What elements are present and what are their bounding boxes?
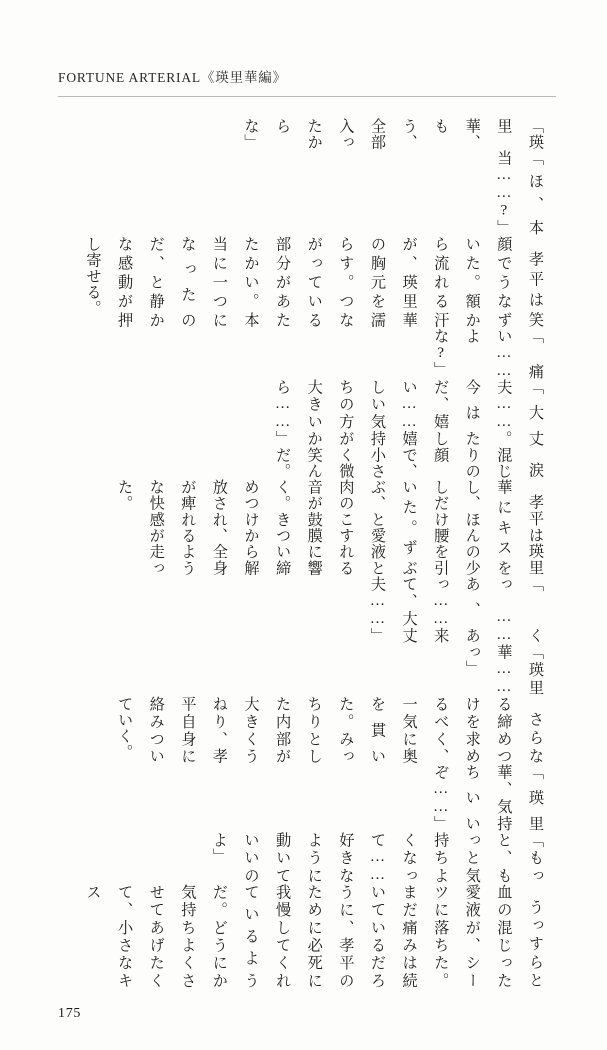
header-rule	[58, 96, 556, 97]
vertical-body-text	[51, 118, 551, 988]
paragraph: 「瑛里華……っ」	[463, 643, 544, 696]
paragraph: 「もっと、もっと気持ちよくなって……好きなように動いていいのよ」	[210, 831, 544, 884]
paragraph: 涙混じりの顔で、小さく微笑んだ。	[274, 447, 544, 480]
paragraph: 「瑛里華、気持ちいいぞ……」	[432, 764, 544, 832]
paragraph: 「瑛里華、もう、全部入ったからな」	[242, 118, 544, 151]
paragraph: 孝平は瑛里華にキスをし、ほんの少しだけ腰を引いた。ずぶぶ、と愛液と肉のこすれる音が鼓膜に響く。きつい締めつけから解放され、全身が痺れるような快感が走った。	[116, 479, 544, 577]
paragraph: 孝平は笑顔でうなずいた。額から流れる汗が、瑛里華の胸元を濡らす。つながっている部分があたたかい。本当に一つになったのだ、と静かな感動が押し寄せる。	[84, 235, 544, 328]
paragraph: 「ほ、本当……?」	[495, 150, 544, 236]
running-head: FORTUNE ARTERIAL《瑛里華編》	[58, 70, 287, 85]
page-number: 175	[58, 1006, 82, 1021]
paragraph: うっすらと血の混じった愛液が、シーツに落ちた。まだ痛みは続いているだろうに、孝平のために必死に我慢してくれているようだ。どうにか気持ちよくさせてあげたくて、小さなキス	[84, 883, 544, 989]
paragraph: さらなる締めつけを求めるべく、一気に奥を貫いた。みっちりとした内部が大きくうねり、孝平自身に絡みついていく。	[116, 695, 544, 765]
paragraph: 「大丈夫……。今はただ、嬉しい……嬉しい気持ちの方が大きいから……」	[274, 379, 544, 448]
paragraph: 「痛い……よな?」	[432, 327, 544, 380]
paragraph: 「くっ……あ、あっ……来て、大丈夫……」	[368, 576, 544, 644]
